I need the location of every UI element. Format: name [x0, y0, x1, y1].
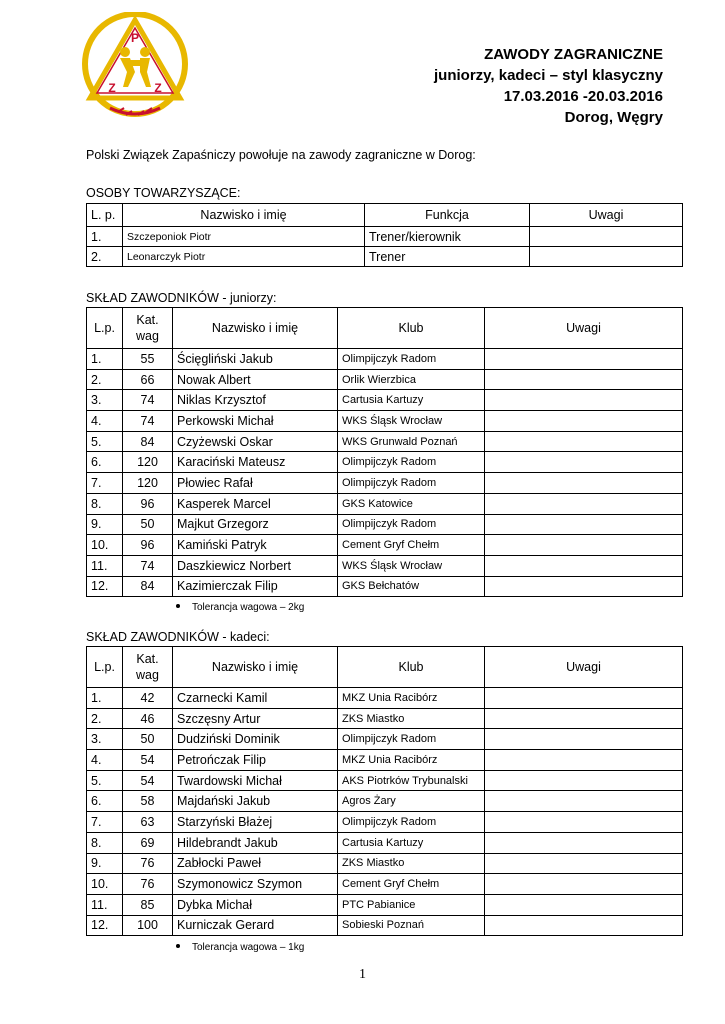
header-title: ZAWODY ZAGRANICZNE: [484, 46, 663, 63]
row-club: Orlik Wierzbica: [338, 369, 485, 390]
row-name: Daszkiewicz Norbert: [173, 555, 338, 576]
table-row: [87, 915, 683, 936]
row-kat: 69: [123, 832, 173, 853]
row-lp: 9.: [87, 514, 123, 535]
header-dates: 17.03.2016 -20.03.2016: [503, 88, 663, 105]
row-club: Olimpijczyk Radom: [338, 812, 485, 833]
row-lp: 7.: [87, 812, 123, 833]
row-name: Czarnecki Kamil: [173, 688, 338, 709]
row-club: Cement Gryf Chełm: [338, 535, 485, 556]
staff-section-label: OSOBY TOWARZYSZĄCE:: [86, 186, 241, 200]
row-club: PTC Pabianice: [338, 894, 485, 915]
row-lp: 2.: [87, 708, 123, 729]
row-kat: 100: [123, 915, 173, 936]
table-row: [87, 411, 683, 432]
table-row: [87, 708, 683, 729]
row-name: Perkowski Michał: [173, 411, 338, 432]
row-kat: 54: [123, 770, 173, 791]
row-club: Olimpijczyk Radom: [338, 729, 485, 750]
row-lp: 4.: [87, 750, 123, 771]
col-role: Funkcja: [365, 204, 530, 227]
row-notes: [485, 514, 683, 535]
col-lp: L.p.: [87, 647, 123, 688]
row-lp: 2.: [87, 369, 123, 390]
row-club: Cartusia Kartuzy: [338, 832, 485, 853]
row-kat: 46: [123, 708, 173, 729]
cadets-table: [86, 646, 683, 936]
row-kat: 76: [123, 853, 173, 874]
row-name: Kurniczak Gerard: [173, 915, 338, 936]
row-kat: 74: [123, 411, 173, 432]
row-kat: 54: [123, 750, 173, 771]
row-club: Agros Żary: [338, 791, 485, 812]
row-name: Majdański Jakub: [173, 791, 338, 812]
row-club: Olimpijczyk Radom: [338, 514, 485, 535]
table-header-row: [87, 308, 683, 349]
table-row: [87, 349, 683, 370]
row-club: WKS Grunwald Poznań: [338, 431, 485, 452]
col-lp: L.p.: [87, 308, 123, 349]
row-lp: 8.: [87, 493, 123, 514]
row-lp: 6.: [87, 452, 123, 473]
row-lp: 12.: [87, 915, 123, 936]
row-lp: 10.: [87, 874, 123, 895]
row-notes: [485, 576, 683, 597]
row-name: Dudziński Dominik: [173, 729, 338, 750]
row-kat: 50: [123, 729, 173, 750]
row-name: Zabłocki Paweł: [173, 853, 338, 874]
document-header: [434, 44, 663, 128]
header-location: Dorog, Węgry: [564, 109, 663, 126]
row-lp: 7.: [87, 473, 123, 494]
row-kat: 50: [123, 514, 173, 535]
row-lp: 5.: [87, 770, 123, 791]
row-club: ZKS Miastko: [338, 853, 485, 874]
row-club: Olimpijczyk Radom: [338, 452, 485, 473]
col-name: Nazwisko i imię: [173, 647, 338, 688]
row-name: Płowiec Rafał: [173, 473, 338, 494]
row-notes: [485, 832, 683, 853]
row-notes: [485, 473, 683, 494]
col-lp: L. p.: [87, 204, 123, 227]
row-notes: [485, 688, 683, 709]
row-notes: [485, 750, 683, 771]
row-kat: 84: [123, 576, 173, 597]
row-name: Dybka Michał: [173, 894, 338, 915]
row-kat: 120: [123, 452, 173, 473]
row-notes: [485, 555, 683, 576]
row-lp: 1.: [87, 227, 123, 247]
row-lp: 11.: [87, 555, 123, 576]
row-name: Kamiński Patryk: [173, 535, 338, 556]
row-club: GKS Bełchatów: [338, 576, 485, 597]
row-kat: 42: [123, 688, 173, 709]
row-notes: [485, 369, 683, 390]
logo-letter-right: Z: [154, 81, 162, 95]
row-kat: 66: [123, 369, 173, 390]
row-notes: [485, 493, 683, 514]
row-name: Kasperek Marcel: [173, 493, 338, 514]
col-kat: [123, 308, 173, 349]
page-number: 1: [359, 967, 366, 982]
juniors-table: [86, 307, 683, 597]
col-club: Klub: [338, 647, 485, 688]
row-notes: [485, 812, 683, 833]
row-lp: 9.: [87, 853, 123, 874]
row-notes: [485, 729, 683, 750]
col-club: Klub: [338, 308, 485, 349]
table-row: [87, 390, 683, 411]
juniors-weight-note: [176, 602, 304, 613]
row-name: Starzyński Błażej: [173, 812, 338, 833]
row-name: Czyżewski Oskar: [173, 431, 338, 452]
row-name: Karaciński Mateusz: [173, 452, 338, 473]
table-row: [87, 576, 683, 597]
row-notes: [485, 874, 683, 895]
row-name: Szymonowicz Szymon: [173, 874, 338, 895]
logo-letter-left: Z: [108, 81, 116, 95]
row-name: Nowak Albert: [173, 369, 338, 390]
row-kat: 84: [123, 431, 173, 452]
table-row: [87, 535, 683, 556]
table-row: [87, 431, 683, 452]
juniors-section-label: SKŁAD ZAWODNIKÓW - juniorzy:: [86, 291, 277, 305]
row-name: Hildebrandt Jakub: [173, 832, 338, 853]
col-notes: Uwagi: [485, 308, 683, 349]
row-name: Petrończak Filip: [173, 750, 338, 771]
row-club: Cement Gryf Chełm: [338, 874, 485, 895]
row-club: MKZ Unia Racibórz: [338, 750, 485, 771]
table-row: [87, 894, 683, 915]
table-row: [87, 514, 683, 535]
intro-text: Polski Związek Zapaśniczy powołuje na zawody zagraniczne w Dorog:: [86, 148, 476, 162]
row-club: WKS Śląsk Wrocław: [338, 411, 485, 432]
row-notes: [485, 708, 683, 729]
row-lp: 12.: [87, 576, 123, 597]
row-club: Olimpijczyk Radom: [338, 473, 485, 494]
kat-header-text: Kat. wag: [136, 313, 159, 343]
row-notes: [485, 915, 683, 936]
row-lp: 3.: [87, 729, 123, 750]
row-kat: 55: [123, 349, 173, 370]
cadets-section-label: SKŁAD ZAWODNIKÓW - kadeci:: [86, 630, 270, 644]
table-row: [87, 791, 683, 812]
row-name: Ścięgliński Jakub: [173, 349, 338, 370]
table-row: [87, 853, 683, 874]
table-row: [87, 729, 683, 750]
row-kat: 74: [123, 555, 173, 576]
table-row: [87, 750, 683, 771]
row-club: MKZ Unia Racibórz: [338, 688, 485, 709]
row-kat: 96: [123, 493, 173, 514]
table-header-row: [87, 204, 683, 227]
juniors-note-text: Tolerancja wagowa – 2kg: [192, 602, 305, 613]
cadets-weight-note: [176, 942, 304, 953]
row-name: Szczęsny Artur: [173, 708, 338, 729]
header-subtitle: juniorzy, kadeci – styl klasyczny: [434, 67, 663, 84]
staff-table: [86, 203, 683, 267]
row-club: WKS Śląsk Wrocław: [338, 555, 485, 576]
row-club: Cartusia Kartuzy: [338, 390, 485, 411]
row-kat: 85: [123, 894, 173, 915]
kat-header-text: Kat. wag: [136, 652, 159, 682]
row-club: Olimpijczyk Radom: [338, 349, 485, 370]
row-notes: [530, 227, 683, 247]
bullet-icon: [176, 944, 180, 948]
pzz-logo: [80, 12, 190, 122]
row-club: Sobieski Poznań: [338, 915, 485, 936]
row-notes: [485, 770, 683, 791]
row-role: Trener/kierownik: [365, 227, 530, 247]
row-club: ZKS Miastko: [338, 708, 485, 729]
col-name: Nazwisko i imię: [173, 308, 338, 349]
row-lp: 3.: [87, 390, 123, 411]
table-header-row: [87, 647, 683, 688]
row-notes: [485, 535, 683, 556]
row-name: Majkut Grzegorz: [173, 514, 338, 535]
row-name: Szczeponiok Piotr: [123, 227, 365, 247]
row-lp: 5.: [87, 431, 123, 452]
table-row: [87, 247, 683, 267]
row-notes: [485, 431, 683, 452]
row-kat: 76: [123, 874, 173, 895]
row-kat: 58: [123, 791, 173, 812]
col-kat: [123, 647, 173, 688]
table-row: [87, 812, 683, 833]
row-lp: 4.: [87, 411, 123, 432]
col-notes: Uwagi: [485, 647, 683, 688]
row-lp: 8.: [87, 832, 123, 853]
row-kat: 96: [123, 535, 173, 556]
row-name: Twardowski Michał: [173, 770, 338, 791]
row-notes: [485, 390, 683, 411]
table-row: [87, 832, 683, 853]
row-lp: 1.: [87, 349, 123, 370]
table-row: [87, 493, 683, 514]
table-row: [87, 688, 683, 709]
row-notes: [485, 349, 683, 370]
row-lp: 11.: [87, 894, 123, 915]
table-row: [87, 452, 683, 473]
row-kat: 63: [123, 812, 173, 833]
row-role: Trener: [365, 247, 530, 267]
row-notes: [485, 853, 683, 874]
row-kat: 120: [123, 473, 173, 494]
logo-letter-top: P: [130, 31, 140, 45]
row-lp: 6.: [87, 791, 123, 812]
table-row: [87, 874, 683, 895]
row-club: AKS Piotrków Trybunalski: [338, 770, 485, 791]
table-row: [87, 369, 683, 390]
col-notes: Uwagi: [530, 204, 683, 227]
row-lp: 2.: [87, 247, 123, 267]
row-name: Kazimierczak Filip: [173, 576, 338, 597]
table-row: [87, 770, 683, 791]
row-name: Leonarczyk Piotr: [123, 247, 365, 267]
row-lp: 1.: [87, 688, 123, 709]
row-notes: [485, 411, 683, 432]
row-notes: [485, 894, 683, 915]
row-lp: 10.: [87, 535, 123, 556]
row-notes: [530, 247, 683, 267]
row-notes: [485, 791, 683, 812]
table-row: [87, 555, 683, 576]
row-kat: 74: [123, 390, 173, 411]
row-name: Niklas Krzysztof: [173, 390, 338, 411]
col-name: Nazwisko i imię: [123, 204, 365, 227]
row-club: GKS Katowice: [338, 493, 485, 514]
table-row: [87, 473, 683, 494]
bullet-icon: [176, 604, 180, 608]
cadets-note-text: Tolerancja wagowa – 1kg: [192, 942, 305, 953]
row-notes: [485, 452, 683, 473]
table-row: [87, 227, 683, 247]
